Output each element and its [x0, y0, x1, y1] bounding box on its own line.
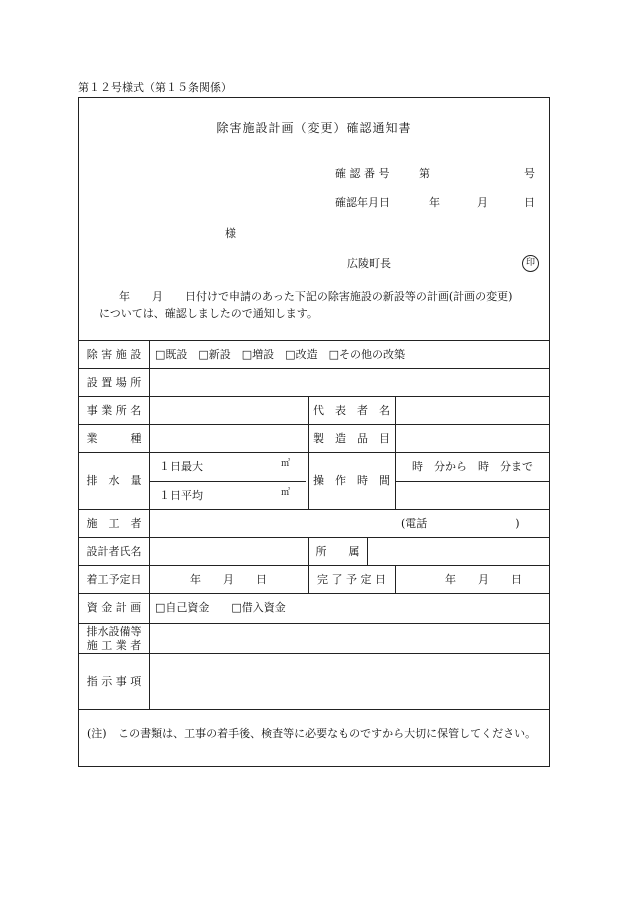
contractor-label: 施 工 者 [86, 517, 142, 530]
notice-body [99, 288, 539, 322]
confirm-date-day: 日 [524, 196, 535, 209]
industry-label: 業 種 [86, 432, 142, 445]
daily-max-label: １日最大 [159, 460, 203, 473]
instructions-label: 指 示 事 項 [86, 675, 142, 688]
start-date-label: 着工予定日 [86, 573, 142, 586]
footnote [87, 726, 542, 742]
confirm-number-suffix: 号 [524, 167, 535, 180]
document-title: 除害施設計画（変更）確認通知書 [216, 121, 412, 135]
operation-time-label: 操 作 時 間 [313, 474, 390, 487]
confirm-date-year: 年 [429, 196, 440, 209]
form-number: 第１２号様式（第１５条関係） [78, 81, 232, 94]
fund-plan-options[interactable]: □自己資金 □借入資金 [155, 601, 286, 614]
operation-time-value: 時 分から 時 分まで [412, 460, 533, 473]
finish-date-label: 完 了 予 定 日 [317, 573, 386, 586]
confirm-number-label: 確 認 番 号 [335, 167, 390, 180]
affiliation-label: 所 属 [315, 545, 360, 558]
issuer-name: 広陵町長 [347, 257, 391, 270]
daily-avg-unit: ㎥ [281, 488, 291, 498]
notice-form [78, 97, 550, 767]
seal-icon: 印 [522, 255, 539, 272]
representative-label: 代 表 者 名 [313, 404, 390, 417]
footnote-prefix: (注) [87, 727, 107, 740]
drain-contractor-label-line1: 排水設備等 [86, 625, 142, 638]
notice-body-line1: 年 月 日付けで申請のあった下記の除害施設の新設等の計画(計画の変更) [119, 290, 513, 303]
facility-options[interactable]: □既設 □新設 □増設 □改造 □その他の改築 [155, 348, 405, 361]
designer-label: 設計者氏名 [86, 545, 142, 558]
office-name-label: 事 業 所 名 [86, 404, 142, 417]
contractor-phone: (電話 ) [401, 517, 520, 530]
confirm-number-prefix: 第 [419, 167, 430, 180]
daily-max-unit: ㎥ [281, 459, 291, 469]
confirm-date-label: 確認年月日 [335, 196, 390, 209]
product-label: 製 造 品 目 [313, 432, 390, 445]
fund-plan-label: 資 金 計 画 [86, 601, 142, 614]
finish-date-value: 年 月 日 [445, 573, 522, 586]
facility-label: 除 害 施 設 [86, 348, 142, 361]
confirm-date-month: 月 [477, 196, 488, 209]
start-date-value: 年 月 日 [190, 573, 267, 586]
notice-body-line2: については、確認しましたので通知します。 [99, 307, 318, 320]
drainage-label: 排 水 量 [86, 474, 142, 487]
daily-avg-label: １日平均 [159, 489, 203, 502]
drain-contractor-label-line2: 施 工 業 者 [86, 639, 142, 652]
recipient-suffix: 様 [225, 227, 236, 240]
footnote-text: この書類は、工事の着手後、検査等に必要なものですから大切に保管してください。 [118, 727, 537, 740]
location-label: 設 置 場 所 [86, 376, 142, 389]
